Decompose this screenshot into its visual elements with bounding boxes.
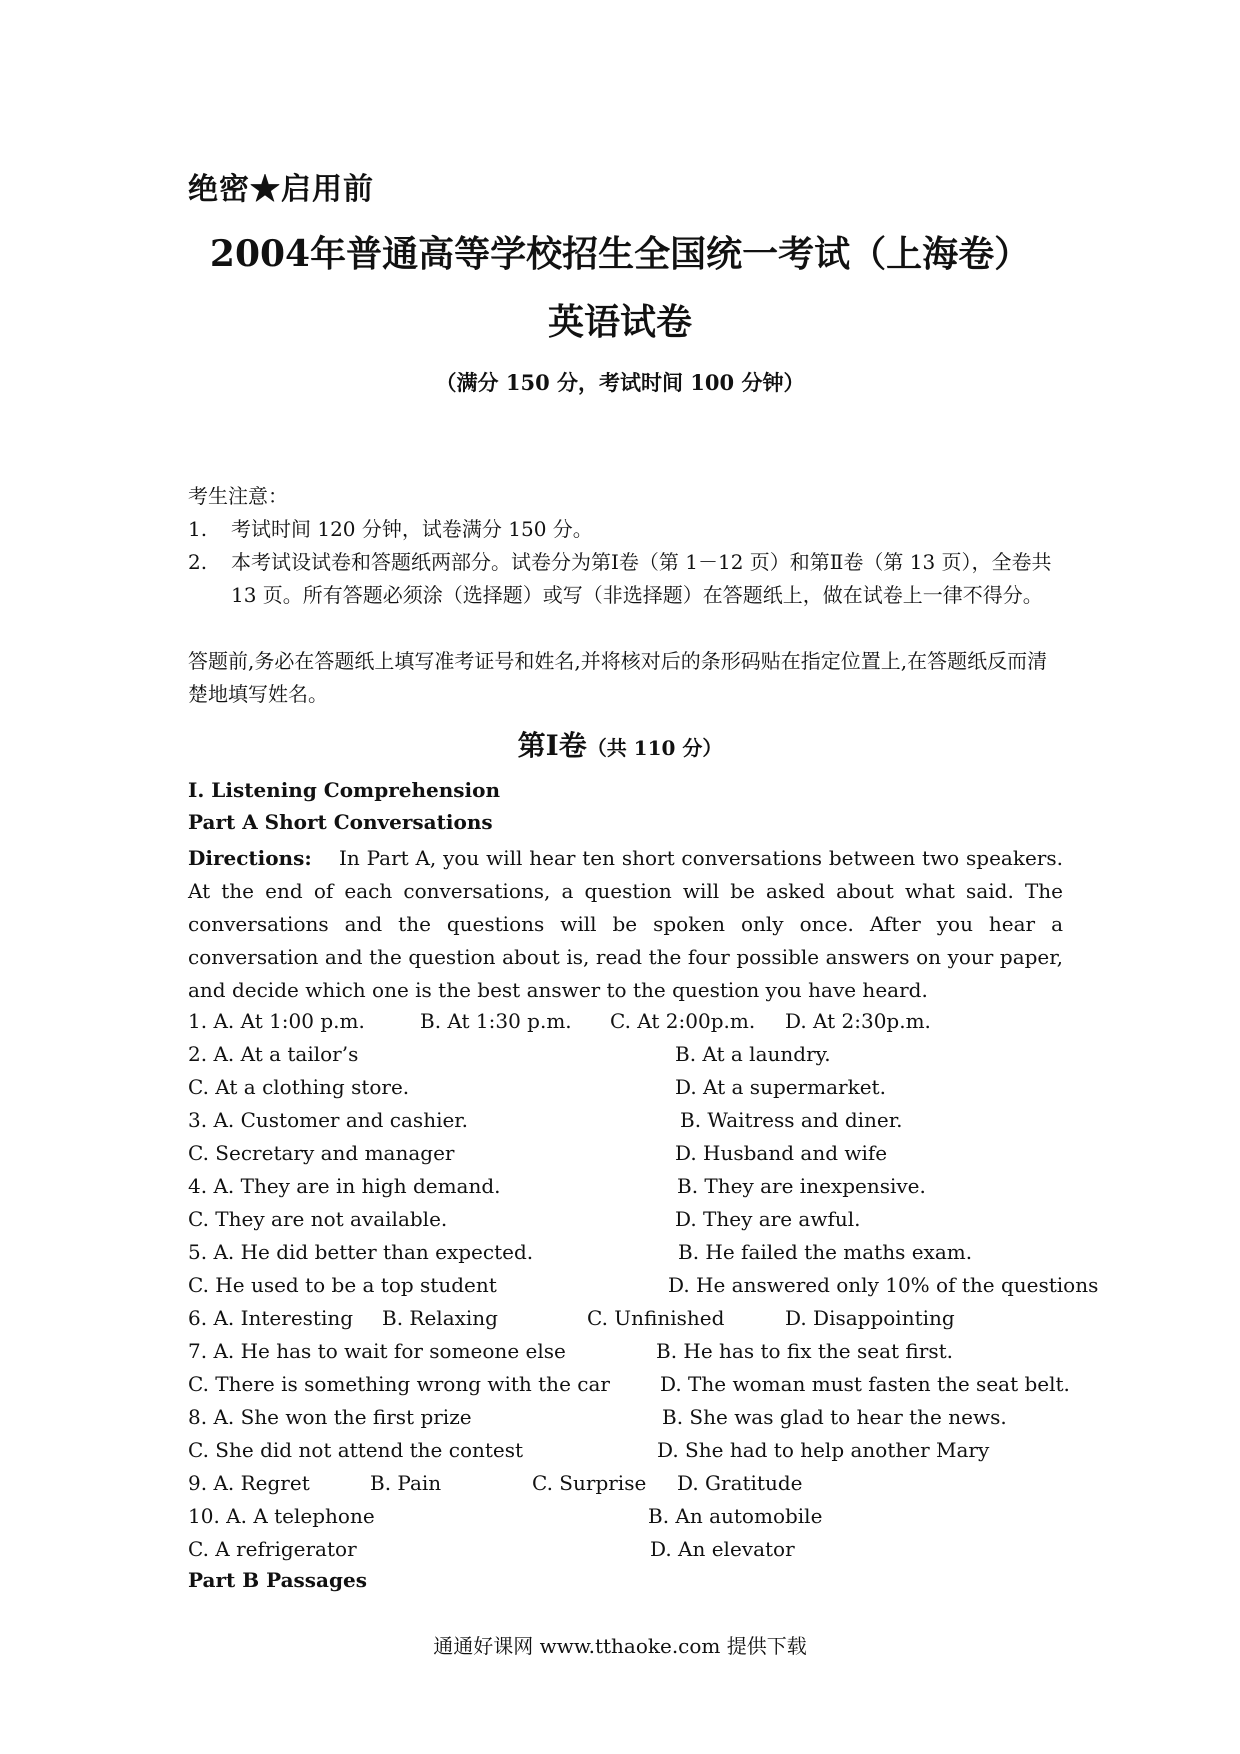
option-6d: D. Disappointing — [785, 1306, 955, 1330]
option-9c: C. Surprise — [532, 1471, 647, 1495]
option-4c: C. They are not available. — [188, 1207, 448, 1231]
option-9a: 9. A. Regret — [188, 1471, 310, 1495]
option-8d: D. She had to help another Mary — [657, 1438, 990, 1462]
option-3c: C. Secretary and manager — [188, 1141, 455, 1165]
option-2b: B. At a laundry. — [675, 1042, 831, 1066]
option-5a: 5. A. He did better than expected. — [188, 1240, 534, 1264]
notice-item-number: 1. — [188, 517, 208, 541]
notice-paragraph: 答题前,务必在答题纸上填写准考证号和姓名,并将核对后的条形码贴在指定位置上,在答题纸反而清楚地填写姓名。 — [188, 649, 1048, 706]
score-time-note: （满分 150 分，考试时间 100 分钟） — [435, 370, 805, 395]
option-1c: C. At 2:00p.m. — [610, 1009, 756, 1033]
option-8a: 8. A. She won the first prize — [188, 1405, 472, 1429]
option-2a: 2. A. At a tailor’s — [188, 1042, 359, 1066]
option-4d: D. They are awful. — [675, 1207, 861, 1231]
option-9d: D. Gratitude — [677, 1471, 803, 1495]
directions-text: In Part A, you will hear ten short conversations between two speakers. At the end of each conversations, a question will be asked about what said. The conversations and the questions will be spoken only once. After you hear a conversation and the question about is, read the four possible answers on your paper, and decide which one is the best answer to the question you have heard. — [188, 846, 1063, 1002]
directions-paragraph — [188, 842, 1063, 1007]
option-8b: B. She was glad to hear the news. — [662, 1405, 1007, 1429]
confidential-label: 绝密★启用前 — [188, 172, 374, 207]
option-3d: D. Husband and wife — [675, 1141, 888, 1165]
option-10b: B. An automobile — [648, 1504, 823, 1528]
option-7b: B. He has to fix the seat first. — [656, 1339, 953, 1363]
section-score: （共 110 分） — [586, 736, 723, 760]
option-5c: C. He used to be a top student — [188, 1273, 497, 1297]
option-7a: 7. A. He has to wait for someone else — [188, 1339, 566, 1363]
option-10c: C. A refrigerator — [188, 1537, 357, 1561]
option-9b: B. Pain — [370, 1471, 442, 1495]
exam-subtitle: 英语试卷 — [547, 301, 692, 343]
section-name: 第Ⅰ卷 — [517, 729, 587, 762]
option-7d: D. The woman must fasten the seat belt. — [660, 1372, 1070, 1396]
section-title — [0, 724, 1240, 764]
option-4b: B. They are inexpensive. — [677, 1174, 926, 1198]
option-4a: 4. A. They are in high demand. — [188, 1174, 501, 1198]
part-a-heading: Part A Short Conversations — [188, 810, 493, 834]
option-6c: C. Unfinished — [587, 1306, 725, 1330]
footer-source: 通通好课网 www.tthaoke.com 提供下载 — [433, 1634, 807, 1658]
option-5d: D. He answered only 10% of the questions — [668, 1273, 1099, 1297]
option-10a: 10. A. A telephone — [188, 1504, 375, 1528]
exam-title: 2004年普通高等学校招生全国统一考试（上海卷） — [209, 233, 1031, 275]
notice-item-number: 2. — [188, 550, 208, 574]
part-b-heading: Part B Passages — [188, 1568, 367, 1592]
option-6b: B. Relaxing — [382, 1306, 498, 1330]
option-7c: C. There is something wrong with the car — [188, 1372, 610, 1396]
option-10d: D. An elevator — [650, 1537, 795, 1561]
option-8c: C. She did not attend the contest — [188, 1438, 524, 1462]
option-3b: B. Waitress and diner. — [680, 1108, 903, 1132]
notice-item-text: 本考试设试卷和答题纸两部分。试卷分为第Ⅰ卷（第 1－12 页）和第Ⅱ卷（第 13 页），全卷共 13 页。所有答题必须涂（选择题）或写（非选择题）在答题纸上，做在试卷上一律不得分。 — [231, 550, 1052, 607]
option-1d: D. At 2:30p.m. — [785, 1009, 931, 1033]
option-2d: D. At a supermarket. — [675, 1075, 886, 1099]
option-5b: B. He failed the maths exam. — [678, 1240, 973, 1264]
option-6a: 6. A. Interesting — [188, 1306, 354, 1330]
listening-heading: I. Listening Comprehension — [188, 778, 501, 802]
option-1b: B. At 1:30 p.m. — [420, 1009, 572, 1033]
option-2c: C. At a clothing store. — [188, 1075, 410, 1099]
option-3a: 3. A. Customer and cashier. — [188, 1108, 469, 1132]
notice-heading: 考生注意： — [188, 484, 288, 508]
notice-item-text: 考试时间 120 分钟，试卷满分 150 分。 — [231, 517, 593, 541]
directions-label: Directions: — [188, 846, 312, 870]
option-1a: 1. A. At 1:00 p.m. — [188, 1009, 365, 1033]
